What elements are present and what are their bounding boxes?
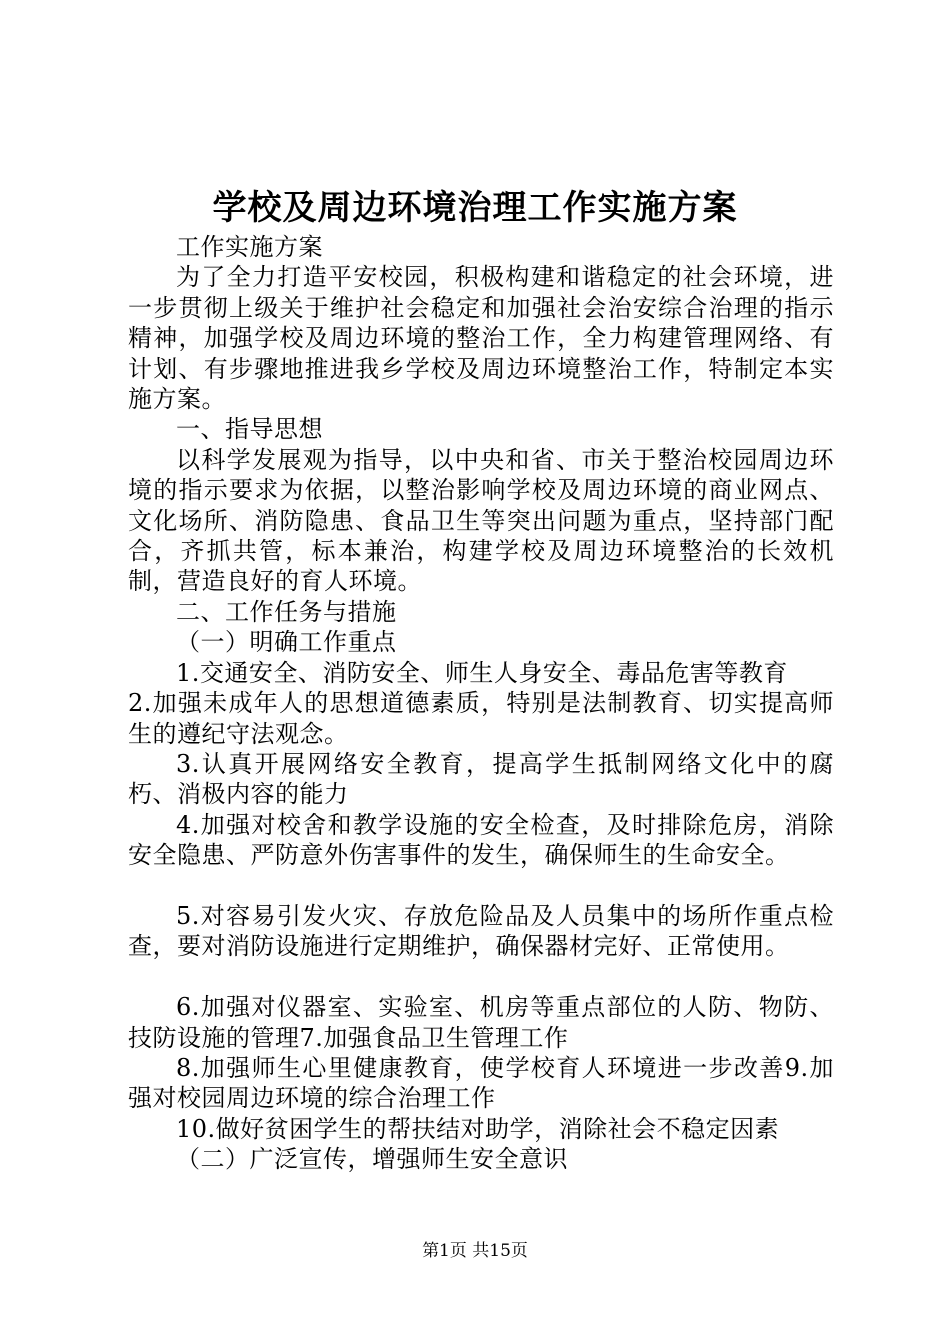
paragraph-subtitle: 工作实施方案: [176, 233, 323, 261]
list-item-8-9: 8.加强师生心里健康教育，使学校育人环境进一步改善9.加强对校园周边环境的综合治理工作: [128, 1053, 834, 1113]
subsection-heading-key-points: （一）明确工作重点: [176, 628, 397, 657]
document-title: 学校及周边环境治理工作实施方案: [212, 188, 738, 228]
document-body: [128, 232, 834, 1175]
list-item-4: 4.加强对校舍和教学设施的安全检查，及时排除危房，消除安全隐患、严防意外伤害事件的发生，确保师生的生命安全。: [128, 810, 834, 870]
page-number: 第1页 共15页: [422, 1241, 528, 1261]
subsection-heading-publicity: （二）广泛宣传，增强师生安全意识: [176, 1145, 568, 1174]
section-heading-tasks-measures: 二、工作任务与措施: [176, 597, 397, 626]
list-item-6-7: 6.加强对仪器室、实验室、机房等重点部位的人防、物防、技防设施的管理7.加强食品卫生管理工作: [128, 993, 834, 1052]
list-item-10: 10.做好贫困学生的帮扶结对助学，消除社会不稳定因素: [176, 1114, 780, 1143]
list-item-2: 2.加强未成年人的思想道德素质，特别是法制教育、切实提高师生的遵纪守法观念。: [128, 689, 834, 748]
paragraph-guiding-ideology: 以科学发展观为指导，以中央和省、市关于整治校园周边环境的指示要求为依据，以整治影响学校及周边环境的商业网点、文化场所、消防隐患、食品卫生等突出问题为重点，坚持部门配合，齐抓共管，标本兼治，构建学校及周边环境整治的长效机制，营造良好的育人环境。: [128, 445, 834, 596]
section-heading-guiding-ideology: 一、指导思想: [176, 415, 323, 444]
paragraph-intro: 为了全力打造平安校园，积极构建和谐稳定的社会环境，进一步贯彻上级关于维护社会稳定和加强社会治安综合治理的指示精神，加强学校及周边环境的整治工作，全力构建管理网络、有计划、有步骤地推进我乡学校及周边环境整治工作，特制定本实施方案。: [128, 263, 834, 414]
list-item-3: 3.认真开展网络安全教育，提高学生抵制网络文化中的腐朽、消极内容的能力: [128, 749, 834, 809]
list-item-1: 1.交通安全、消防安全、师生人身安全、毒品危害等教育: [176, 658, 788, 687]
list-item-5: 5.对容易引发火灾、存放危险品及人员集中的场所作重点检查，要对消防设施进行定期维护，确保器材完好、正常使用。: [128, 901, 834, 961]
